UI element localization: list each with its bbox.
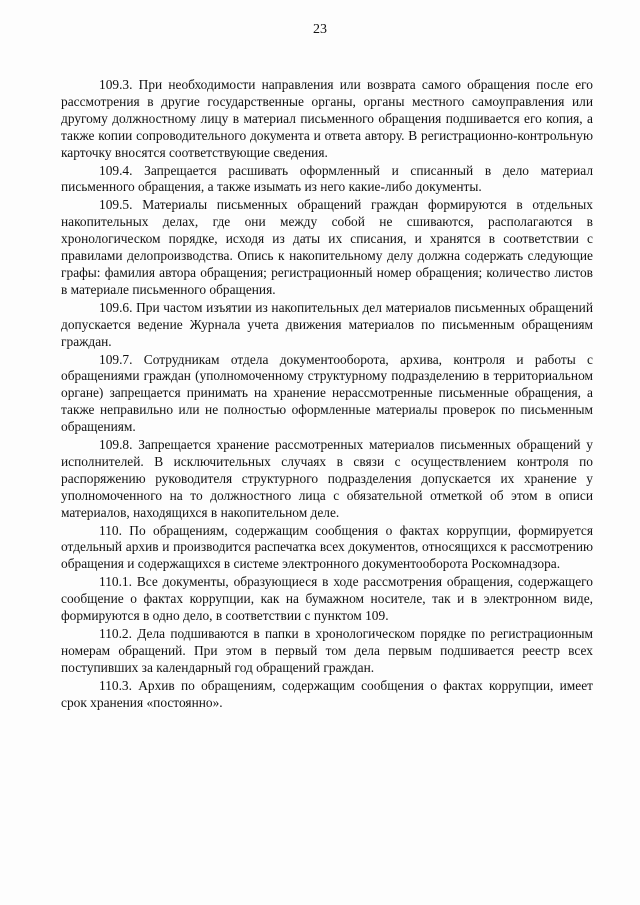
paragraph-109-3: 109.3. При необходимости направления или возврата самого обращения после его рассмотрения в другие государственные органы, органы местного самоуправления или другому должностному лицу в материал письменного обращения подшивается его копия, а также копии сопроводительного документа и ответа автору. В регистрационно-контрольную карточку вносятся соответствующие сведения. — [61, 77, 593, 160]
paragraph-110: 110. По обращениям, содержащим сообщения о фактах коррупции, формируется отдельный архив и производится распечатка всех документов, относящихся к рассмотрению обращения и содержащихся в системе электронного документооборота Роскомнадзора. — [61, 522, 593, 572]
paragraph-109-7: 109.7. Сотрудникам отдела документооборота, архива, контроля и работы с обращениями граждан (уполномоченному структурному подразделению в территориальном органе) запрещается принимать на хранение нерассмотренные письменные обращения, а также неправильно или не полностью оформленные материалы проверок по письменным обращениям. — [61, 351, 593, 435]
paragraph-109-6: 109.6. При частом изъятии из накопительных дел материалов письменных обращений допускается ведение Журнала учета движения материалов по письменным обращениям граждан. — [61, 299, 593, 349]
paragraph-110-1: 110.1. Все документы, образующиеся в ходе рассмотрения обращения, содержащего сообщение о фактах коррупции, как на бумажном носителе, так и в электронном виде, формируются в одно дело, в соответствии с пунктом 109. — [61, 574, 593, 624]
page-number: 23 — [313, 22, 327, 37]
document-body — [61, 77, 593, 713]
paragraph-109-8: 109.8. Запрещается хранение рассмотренных материалов письменных обращений у исполнителей. В исключительных случаях в связи с осуществлением контроля по распоряжению руководителя структурного подразделения допускается их хранение у уполномоченного на то должностного лица с обязательной отметкой об этом в описи материалов, находящихся в накопительном деле. — [61, 437, 593, 520]
paragraph-110-2: 110.2. Дела подшиваются в папки в хронологическом порядке по регистрационным номерам обращений. При этом в первый том дела первым подшивается реестр всех поступивших за календарный год обращений граждан. — [61, 626, 593, 675]
paragraph-110-3: 110.3. Архив по обращениям, содержащим сообщения о фактах коррупции, имеет срок хранения «постоянно». — [61, 677, 593, 710]
paragraph-109-5: 109.5. Материалы письменных обращений граждан формируются в отдельных накопительных делах, где они между собой не сшиваются, располагаются в хронологическом порядке, исходя из даты их списания, и хранятся в соответствии с правилами делопроизводства. Опись к накопительному делу должна содержать следующие графы: фамилия автора обращения; регистрационный номер обращения; количество листов в материале письменного обращения. — [61, 197, 593, 297]
paragraph-109-4: 109.4. Запрещается расшивать оформленный и списанный в дело материал письменного обращения, а также изымать из него какие-либо документы. — [61, 162, 593, 195]
